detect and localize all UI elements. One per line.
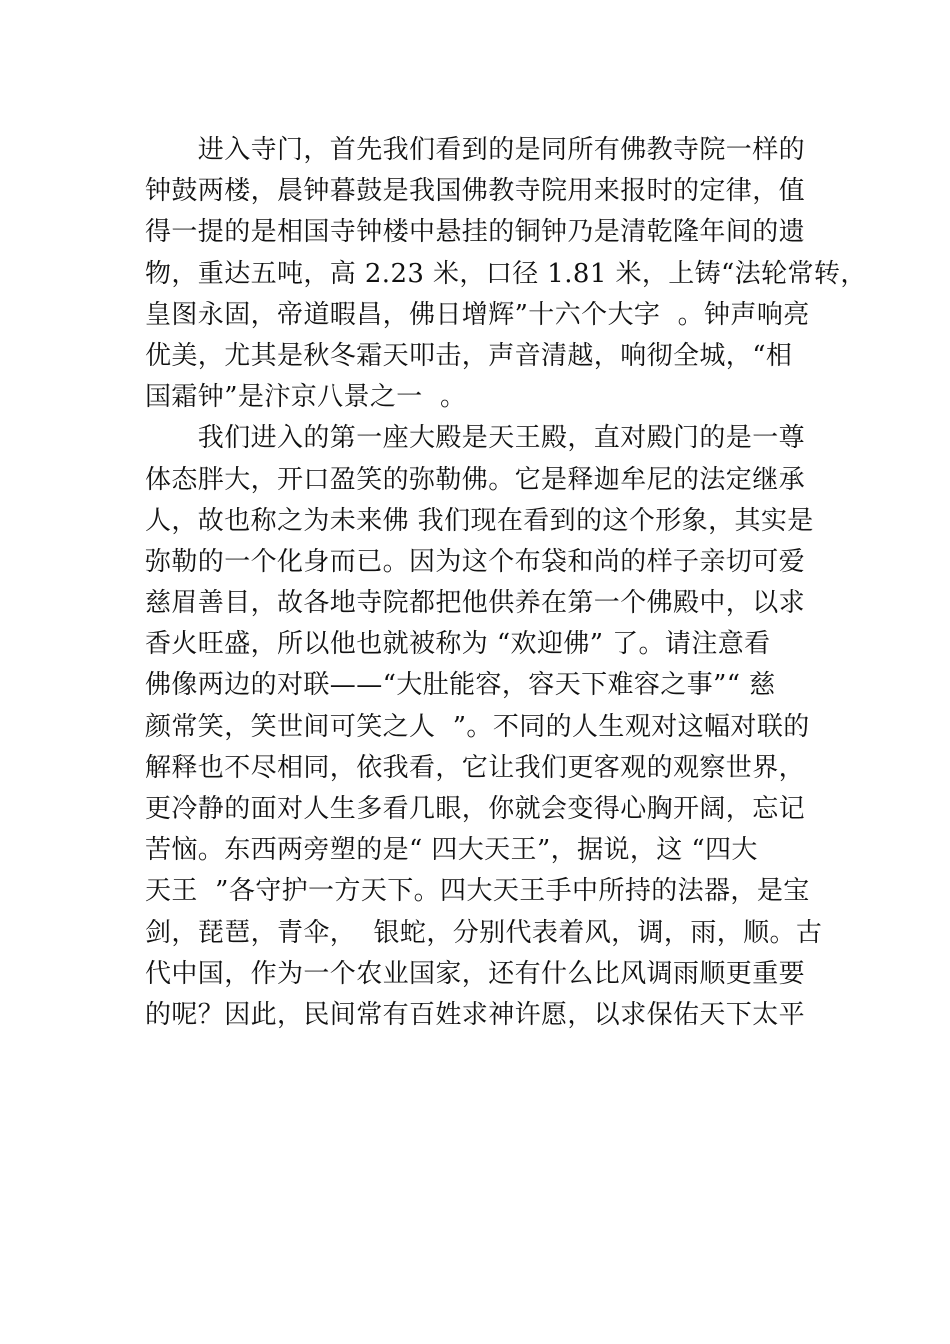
text-line: 皇图永固，帝道暇昌，佛日增辉”十六个大字 。钟声响亮 — [145, 299, 810, 330]
text-line: 代中国，作为一个农业国家，还有什么比风调雨顺更重要 — [145, 958, 806, 989]
document-body — [145, 130, 867, 1077]
text-line — [145, 1036, 810, 1077]
text-line: 国霜钟”是汴京八景之一 。 — [145, 382, 467, 413]
text-line: 进入寺门，首先我们看到的是同所有佛教寺院一样的 — [145, 135, 806, 165]
text-line: 颜常笑，笑世间可笑之人 ”。不同的人生观对这幅对联的 — [145, 711, 810, 742]
text-line: 苦恼。东西两旁塑的是“ 四大天王”，据说，这 “四大 — [145, 835, 758, 866]
text-line: 的呢？因此，民间常有百姓求神许愿，以求保佑天下太平 — [145, 999, 806, 1030]
paragraph-1 — [145, 130, 867, 418]
text-line: 得一提的是相国寺钟楼中悬挂的铜钟乃是清乾隆年间的遗 — [145, 217, 806, 248]
text-line: 弥勒的一个化身而已。因为这个布袋和尚的样子亲切可爱 — [145, 546, 806, 577]
text-line: 体态胖大，开口盈笑的弥勒佛。它是释迦牟尼的法定继承 — [145, 464, 806, 495]
text-line: 解释也不尽相同，依我看，它让我们更客观的观察世界， — [145, 752, 806, 783]
text-line: 人，故也称之为未来佛 我们现在看到的这个形象，其实是 — [145, 505, 814, 536]
text-line: 剑，琵琶，青伞， 银蛇，分别代表着风，调，雨，顺。古 — [145, 917, 823, 948]
text-line: 慈眉善目，故各地寺院都把他供养在第一个佛殿中，以求 — [145, 588, 806, 619]
text-line: 物，重达五吨，高 2.23 米，口径 1.81 米，上铸“法轮常转， — [145, 258, 867, 289]
text-line: 优美，尤其是秋冬霜天叩击，声音清越，响彻全城，“相 — [145, 340, 793, 371]
text-line: 香火旺盛，所以他也就被称为 “欢迎佛” 了。请注意看 — [145, 629, 771, 660]
text-line: 我们进入的第一座大殿是天王殿，直对殿门的是一尊 — [145, 423, 806, 454]
text-line: 钟鼓两楼，晨钟暮鼓是我国佛教寺院用来报时的定律，值 — [145, 176, 806, 207]
paragraph-2 — [145, 418, 823, 1077]
text-line: 佛像两边的对联——“大肚能容，容天下难容之事”“ 慈 — [145, 670, 776, 701]
text-line: 天王 ”各守护一方天下。四大天王手中所持的法器，是宝 — [145, 876, 810, 907]
text-line: 更冷静的面对人生多看几眼，你就会变得心胸开阔，忘记 — [145, 794, 806, 824]
